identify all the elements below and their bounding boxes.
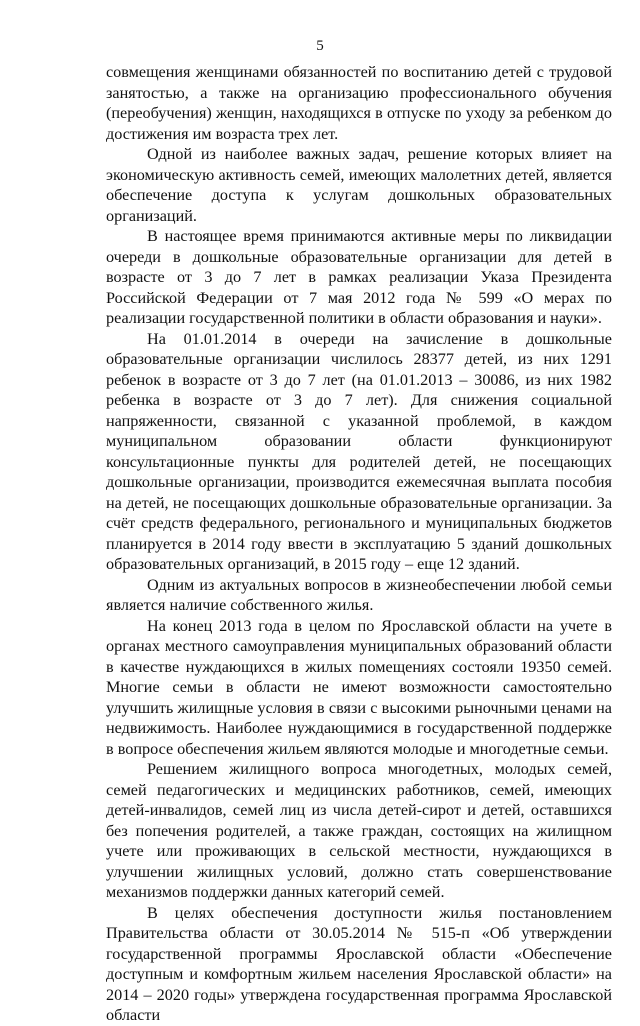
paragraph-5: Одним из актуальных вопросов в жизнеобеспечении любой семьи является наличие собственного жилья. — [106, 575, 612, 614]
paragraph-3: В настоящее время принимаются активные меры по ликвидации очереди в дошкольные образовательные организации для детей в возрасте от 3 до 7 лет в рамках реализации Указа Президента Российской Федерации от 7 мая 2012 года № 599 «О мерах по реализации государственной политики в области образования и науки». — [106, 227, 612, 327]
paragraph-1: совмещения женщинами обязанностей по воспитанию детей с трудовой занятостью, а также на организацию профессионального обучения (переобучения) женщин, находящихся в отпуске по уходу за ребенком до достижения им возраста трех лет. — [106, 63, 612, 143]
paragraph-7: Решением жилищного вопроса многодетных, молодых семей, семей педагогических и медицинских работников, семей, имеющих детей-инвалидов, семей лиц из числа детей-сирот и детей, оставшихся без попечения родителей, а также граждан, состоящих на жилищном учете или проживающих в сельской местности, нуждающихся в улучшении жилищных условий, должно стать совершенствование механизмов поддержки данных категорий семей. — [106, 760, 612, 901]
paragraph-4: На 01.01.2014 в очереди на зачисление в дошкольные образовательные организации числилось 28377 детей, из них 1291 ребенок в возрасте от 3 до 7 лет (на 01.01.2013 – 30086, из них 1982 ребенка в возрасте от 3 до 7 лет). Для снижения социальной напряженности, связанной с указанной проблемой, в каждом муниципальном образовании области функционируют консультационные пункты для родителей детей, не посещающих дошкольные организации, производится ежемесячная выплата пособия на детей, не посещающих дошкольные образовательные организации. За счёт средств федерального, регионального и муниципальных бюджетов планируется в 2014 году ввести в эксплуатацию 5 зданий дошкольных образовательных организаций, в 2015 году – еще 12 зданий. — [106, 329, 612, 573]
paragraph-2: Одной из наиболее важных задач, решение которых влияет на экономическую активность семей, имеющих малолетних детей, является обеспечение доступа к услугам дошкольных образовательных организаций. — [106, 145, 612, 225]
page-number: 5 — [316, 38, 324, 54]
paragraph-8: В целях обеспечения доступности жилья постановлением Правительства области от 30.05.2014 № 515-п «Об утверждении государственной программы Ярославской области «Обеспечение доступным и комфортным жильем населения Ярославской области» на 2014 – 2020 годы» утверждена государственная программа Ярославской области — [106, 903, 612, 1024]
paragraph-6: На конец 2013 года в целом по Ярославской области на учете в органах местного самоуправления муниципальных образований области в качестве нуждающихся в жилых помещениях состояли 19350 семей. Многие семьи в области не имеют возможности самостоятельно улучшить жилищные условия в связи с высокими рыночными ценами на недвижимость. Наиболее нуждающимися в государственной поддержке в вопросе обеспечения жильем являются молодые и многодетные семьи. — [106, 616, 612, 758]
document-body — [106, 62, 612, 1026]
